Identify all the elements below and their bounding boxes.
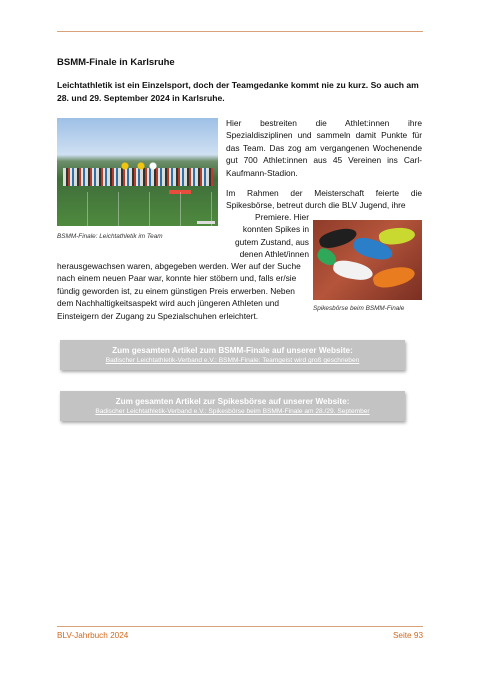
spike-shoe xyxy=(371,263,416,291)
article-lead: Leichtathletik ist ein Einzelsport, doch der Teamgedanke kommt nie zu kurz. So auch am 28. und 29. September 2024 in Karlsruhe. xyxy=(57,80,419,103)
spike-shoe xyxy=(332,259,374,283)
article-title: BSMM-Finale in Karlsruhe xyxy=(57,57,175,68)
link-box-heading: Zum gesamten Artikel zum BSMM-Finale auf unserer Website: xyxy=(112,346,353,355)
photo-credit-mark xyxy=(197,221,215,224)
bsmm-article-link-box xyxy=(60,340,405,370)
team-photo xyxy=(57,118,218,226)
field-lines xyxy=(57,192,218,226)
link-box-heading: Zum gesamten Artikel zur Spikesbörse auf unserer Website: xyxy=(115,397,350,406)
image2-caption: Spikesbörse beim BSMM-Finale xyxy=(313,305,405,312)
paragraph-2-rest: herausgewachsen waren, abgegeben werden. Wer auf der Suche nach einem neuen Paar war, konnte hier stöbern und, falls er/sie fündig geworden ist, zu einem günstigen Preis erwerben. Neben dem Nachhaltigkeitsaspekt wird auch jüngeren Athleten und Einsteigern der Zugang zu Spezialschuhen erleichtert. xyxy=(57,261,301,321)
spike-shoe xyxy=(378,226,416,247)
spikesboerse-article-link-box xyxy=(60,391,405,421)
footer-rule xyxy=(57,626,423,627)
balloons xyxy=(117,162,157,170)
footer-publication: BLV-Jahrbuch 2024 xyxy=(57,631,129,640)
bsmm-article-link[interactable]: Badischer Leichtathletik-Verband e.V.: BSMM-Finale: Teamgeist wird groß geschrieben xyxy=(105,357,360,364)
paragraph-2-intro: Im Rahmen der Meisterschaft feierte die Spikesbörse, betreut durch die BLV Jugend, ihre xyxy=(226,188,422,211)
footer-page-number: Seite 93 xyxy=(392,631,423,640)
spikesboerse-article-link[interactable]: Badischer Leichtathletik-Verband e.V.: Spikesbörse beim BSMM-Finale am 28./29. September xyxy=(95,408,370,415)
team-crowd xyxy=(63,168,213,186)
paragraph-2-wrap: Premiere. Hier konnten Spikes in gutem Zustand, aus denen Athlet/innen xyxy=(234,212,309,260)
header-rule xyxy=(57,31,423,32)
image1-caption: BSMM-Finale: Leichtathletik im Team xyxy=(57,233,163,240)
paragraph-1: Hier bestreiten die Athlet:innen ihre Spezialdisziplinen und sammeln damit Punkte für das Team. Das zog am vergangenen Wochenende gut 700 Athlet:innen aus 45 Vereinen ins Carl-Kaufmann-Stadion. xyxy=(226,118,422,178)
spikes-photo xyxy=(313,220,422,300)
